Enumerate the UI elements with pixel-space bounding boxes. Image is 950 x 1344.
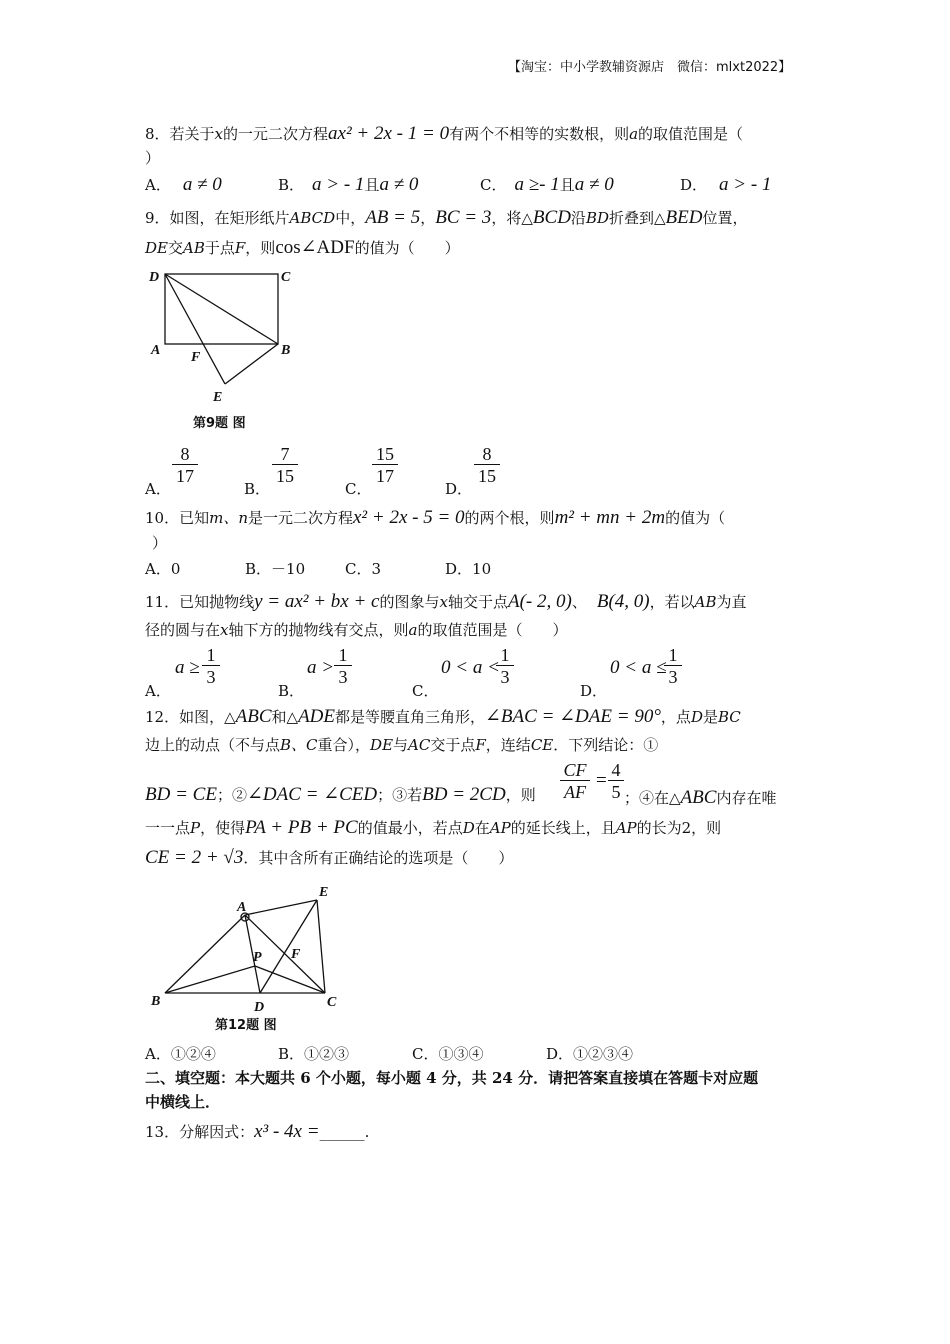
- q11-option-c-label: C．: [412, 682, 439, 700]
- q9-mid2: ，将△: [491, 209, 533, 227]
- q13-lead: 13．分解因式：: [145, 1123, 255, 1141]
- q11-line2b: 轴下方的抛物线有交点，则: [228, 621, 409, 639]
- option-label: B．: [245, 560, 272, 578]
- q9-bc: BC = 3: [435, 207, 492, 228]
- q11-option-a-label: A．: [145, 682, 171, 700]
- q12-bc: BC: [717, 708, 741, 726]
- q12-line2i: ，连结: [485, 736, 531, 754]
- q9-de: DE: [145, 239, 168, 257]
- q12-line2k: ．下列结论：①: [553, 736, 659, 754]
- q9-tri2: BED: [665, 207, 703, 228]
- q12-figure: [145, 878, 355, 1038]
- q11-option-b-label: B．: [278, 682, 305, 700]
- q9-option-a-label: A．: [145, 480, 171, 498]
- q12-tail: ，点: [660, 708, 691, 726]
- q11-mid: 的图象与: [379, 593, 440, 611]
- q9-lead: 9．如图，在矩形纸片: [145, 209, 290, 227]
- q12-ade: ADE: [298, 706, 335, 727]
- header-shop-info: 【淘宝：中小学教辅资源店 微信：mlxt2022】: [508, 60, 792, 75]
- q12-line1: [145, 707, 741, 727]
- q12-sep1: ；②: [216, 786, 247, 804]
- q12-line2d: DE: [370, 736, 394, 754]
- q12-label-c: C: [327, 995, 337, 1010]
- frac-num: 8: [172, 444, 198, 465]
- frac-num: 7: [272, 444, 298, 465]
- q9-d: 的值为（ ）: [354, 239, 460, 257]
- q8-option-d: [680, 174, 771, 196]
- q9-cos: cos∠ADF: [275, 237, 355, 258]
- option-expr2: a ≠ 0: [574, 174, 614, 195]
- q12-option-c: [412, 1043, 484, 1064]
- option-value: 3: [371, 560, 382, 578]
- q12-line2j: CE: [530, 736, 554, 754]
- q12-line2e: 与: [393, 736, 409, 754]
- q9-f: F: [234, 239, 246, 257]
- frac-den: 15: [478, 466, 496, 486]
- q12-line4g: 的延长线上，且: [510, 819, 616, 837]
- q10-mid: 是一元二次方程: [247, 509, 353, 527]
- q12-final: ．其中含所有正确结论的选项是（ ）: [243, 849, 514, 867]
- q12-label-b: B: [151, 994, 161, 1009]
- q8-option-b: [278, 174, 418, 196]
- option-label: C．: [345, 560, 372, 578]
- option-expr: a > - 1: [719, 174, 772, 195]
- q9-line1: [145, 208, 748, 228]
- q12-segment-ae: [245, 900, 317, 915]
- option-label: D．: [546, 1045, 574, 1063]
- q11-ab: AB: [694, 593, 717, 611]
- q12-line2: 边上的动点（不与点: [145, 736, 281, 754]
- option-value: ①②③: [304, 1045, 350, 1063]
- q9-segment-de: [165, 274, 225, 384]
- q12-option-d: [546, 1043, 633, 1064]
- q12-value-frac: [608, 760, 624, 803]
- option-value: 0: [170, 560, 181, 578]
- q8-var-x: x: [214, 125, 224, 143]
- q13-answer-blank[interactable]: ______: [319, 1123, 365, 1141]
- q9-figure-caption: 第9题 图: [193, 416, 246, 431]
- option-value: 10: [472, 560, 492, 578]
- q12-line4d: D: [462, 819, 475, 837]
- q12-sum: PA + PB + PC: [245, 817, 358, 838]
- frac-den: 3: [206, 667, 216, 687]
- q12-sep3: ；④在△: [624, 789, 681, 807]
- q12-line3: [145, 785, 536, 805]
- q12-segment-ec: [317, 900, 325, 993]
- q9-comma: ，: [420, 209, 436, 227]
- q12-tail2: 是: [702, 708, 718, 726]
- q11-lead: 11．已知抛物线: [145, 593, 255, 611]
- q9-b: 于点: [204, 239, 235, 257]
- q12-d: D: [690, 708, 703, 726]
- q12-label-e: E: [319, 885, 329, 900]
- q9-option-b-label: B．: [244, 480, 271, 498]
- q9-option-c-frac: [372, 444, 398, 487]
- option-label: B．: [278, 1045, 305, 1063]
- q11-line2x: x: [220, 621, 229, 639]
- option-expr: a ≠ 0: [182, 174, 222, 195]
- section2-heading-line2: 中横线上．: [145, 1093, 221, 1111]
- q13-line: [145, 1122, 369, 1142]
- q12-then: ，则: [505, 786, 536, 804]
- q11-point-a: A(- 2, 0): [508, 591, 572, 612]
- q9-label-b: B: [281, 343, 291, 358]
- option-label: D．: [680, 176, 708, 194]
- q11-line1: [145, 592, 747, 612]
- q9-label-e: E: [213, 390, 223, 405]
- q12-lead: 12．如图，△: [145, 708, 236, 726]
- option-label: B．: [278, 176, 305, 194]
- q8-mid: 的一元二次方程: [223, 125, 329, 143]
- q11-option-d-label: D．: [580, 682, 608, 700]
- q10-close: ）: [152, 534, 168, 552]
- q12-line2c: 重合），: [317, 736, 371, 754]
- q8-equation: ax² + 2x - 1 = 0: [328, 123, 450, 144]
- option-label: A．: [145, 560, 171, 578]
- q9-line2: [145, 238, 460, 258]
- q12-mid: 都是等腰直角三角形，: [335, 708, 486, 726]
- q8-line1: [145, 124, 743, 144]
- q9-option-a-frac: [172, 444, 198, 487]
- q9-ab: AB = 5: [365, 207, 421, 228]
- frac-den: 5: [611, 782, 621, 802]
- q9-diagonal-bd: [165, 274, 278, 344]
- q10-expr: m² + mn + 2m: [554, 507, 666, 528]
- q12-option-b: [278, 1043, 349, 1064]
- q12-c3: BD = 2CD: [422, 784, 506, 805]
- q9-rect: ABCD: [289, 209, 336, 227]
- q12-angle: ∠BAC = ∠DAE = 90°: [485, 706, 661, 727]
- q9-mid1: 中，: [335, 209, 366, 227]
- q12-line4b: ，使得: [200, 819, 246, 837]
- frac-den: 15: [276, 466, 294, 486]
- q11-line2: [145, 620, 567, 640]
- q11-mid2: 轴交于点: [447, 593, 508, 611]
- q11-option-b-frac: [334, 645, 352, 688]
- q8-option-a: [145, 174, 222, 196]
- q9-label-f: F: [191, 350, 201, 365]
- q9-figure: [145, 264, 305, 439]
- q12-c2: ∠DAC = ∠CED: [246, 784, 378, 805]
- frac-den: 3: [338, 667, 348, 687]
- q10-tail: 的两个根，则: [464, 509, 555, 527]
- frac-num: CF: [560, 760, 590, 781]
- q12-segment-pc: [255, 966, 325, 993]
- option-label: C．: [412, 1045, 439, 1063]
- frac-num: 15: [372, 444, 398, 465]
- q11-tail: ，若以: [649, 593, 695, 611]
- q12-line4a: 一一点: [145, 819, 191, 837]
- frac-num: 1: [664, 645, 682, 666]
- q12-c1: BD = CE: [145, 784, 217, 805]
- option-label: C．: [480, 176, 507, 194]
- option-value: －10: [271, 560, 306, 578]
- frac-num: 1: [496, 645, 514, 666]
- option-label: A．: [145, 176, 171, 194]
- q12-line4: [145, 818, 721, 838]
- q9-label-d: D: [149, 270, 160, 285]
- q9-option-b-frac: [272, 444, 298, 487]
- q10-lead: 10．已知: [145, 509, 210, 527]
- option-expr2: a ≠ 0: [379, 174, 419, 195]
- q12-sep2: ；③若: [377, 786, 423, 804]
- q11-sep: 、: [571, 593, 587, 611]
- q12-and: 和△: [271, 708, 299, 726]
- q8-lead: 8．若关于: [145, 125, 215, 143]
- frac-num: 1: [202, 645, 220, 666]
- q11-option-a-frac: [202, 645, 220, 688]
- frac-den: 3: [500, 667, 510, 687]
- q9-label-a: A: [151, 343, 161, 358]
- q9-label-c: C: [281, 270, 291, 285]
- q12-line4e: 在: [474, 819, 490, 837]
- frac-den: 3: [668, 667, 678, 687]
- q10-line1: [145, 508, 725, 528]
- q9-segment-eb: [225, 344, 278, 384]
- q9-mid3: 沿: [570, 209, 586, 227]
- q11-point-b: B(4, 0): [596, 591, 650, 612]
- q10-equation: x² + 2x - 5 = 0: [353, 507, 465, 528]
- q9-tri1: BCD: [532, 207, 571, 228]
- q12-line2h: F: [475, 736, 486, 754]
- q12-line2f: AC: [408, 736, 431, 754]
- q12-line4h: AP: [615, 819, 637, 837]
- option-conj: 且: [559, 176, 575, 194]
- q9-option-d-label: D．: [445, 480, 473, 498]
- frac-den: 17: [176, 466, 194, 486]
- q12-line4c: 的值最小，若点: [357, 819, 463, 837]
- q8-tail: 有两个不相等的实数根，则: [449, 125, 630, 143]
- q12-line4i: 的长为2，则: [636, 819, 722, 837]
- q10-option-a: [145, 558, 180, 579]
- q11-x: x: [439, 593, 448, 611]
- q11-line2c: a: [408, 621, 418, 639]
- q12-line2: [145, 735, 658, 755]
- frac-den: AF: [564, 782, 586, 802]
- q11-tail2: 为直: [716, 593, 747, 611]
- q13-end: .: [364, 1123, 370, 1141]
- frac-den: 17: [376, 466, 394, 486]
- option-expr: a > - 1: [312, 174, 365, 195]
- q13-expr: x³ - 4x =: [254, 1121, 320, 1142]
- q11-option-b-pre: a >: [307, 657, 335, 678]
- q9-a: 交: [167, 239, 183, 257]
- q9-option-c-label: C．: [345, 480, 372, 498]
- q12-line2g: 交于点: [430, 736, 476, 754]
- q9-c: ，则: [245, 239, 276, 257]
- option-expr: a ≥- 1: [514, 174, 560, 195]
- q12-figure-caption: 第12题 图: [215, 1018, 277, 1033]
- q12-ce: CE = 2 + √3: [145, 847, 244, 868]
- q11-line2a: 径的圆与在: [145, 621, 221, 639]
- section2-heading-line1: 二、填空题：本大题共 6 个小题，每小题 4 分，共 24 分．请把答案直接填在答题卡对应题: [145, 1069, 759, 1087]
- q9-option-d-frac: [474, 444, 500, 487]
- q11-option-d-pre: 0 < a ≤: [610, 657, 667, 678]
- q12-label-a: A: [237, 900, 247, 915]
- q11-option-c-frac: [496, 645, 514, 688]
- option-label: D．: [445, 560, 473, 578]
- q10-vars: m、n: [209, 509, 248, 527]
- q12-line4p: P: [190, 819, 201, 837]
- q8-option-c: [480, 174, 614, 196]
- q10-tail2: 的值为（: [665, 509, 726, 527]
- q12-label-d: D: [254, 1000, 265, 1015]
- q11-parabola: y = ax² + bx + c: [254, 591, 380, 612]
- q9-bd: BD: [585, 209, 609, 227]
- q12-line2b: B、C: [280, 736, 318, 754]
- q11-line2d: 的取值范围是（ ）: [417, 621, 568, 639]
- q12-label-p: P: [253, 950, 262, 965]
- q11-option-c-pre: 0 < a <: [441, 657, 500, 678]
- q11-option-d-frac: [664, 645, 682, 688]
- q12-eq: =: [596, 770, 607, 791]
- q10-option-d: [445, 558, 491, 579]
- q8-tail2: 的取值范围是（: [638, 125, 744, 143]
- q12-abc: ABC: [235, 706, 272, 727]
- q12-line5: [145, 848, 513, 868]
- frac-num: 8: [474, 444, 500, 465]
- frac-num: 1: [334, 645, 352, 666]
- option-conj: 且: [364, 176, 380, 194]
- q12-line4f: AP: [489, 819, 511, 837]
- q8-close: ）: [145, 149, 161, 167]
- q12-inside: 内存在唯: [716, 789, 777, 807]
- q12-option-a: [145, 1043, 216, 1064]
- q9-ab2: AB: [183, 239, 205, 257]
- q10-option-c: [345, 558, 381, 579]
- q12-ratio-frac: [560, 760, 590, 803]
- q9-mid4: 折叠到△: [609, 209, 666, 227]
- option-label: A．: [145, 1045, 171, 1063]
- frac-num: 4: [608, 760, 624, 781]
- q10-option-b: [245, 558, 305, 579]
- option-value: ①②④: [170, 1045, 216, 1063]
- option-value: ①③④: [438, 1045, 484, 1063]
- q12-label-f: F: [291, 947, 301, 962]
- q8-var-a: a: [629, 125, 639, 143]
- option-value: ①②③④: [573, 1045, 634, 1063]
- q12-abc2: ABC: [680, 787, 717, 808]
- q11-option-a-pre: a ≥: [175, 657, 200, 678]
- q9-mid5: 位置，: [702, 209, 748, 227]
- q12-line3-tail: [624, 788, 776, 808]
